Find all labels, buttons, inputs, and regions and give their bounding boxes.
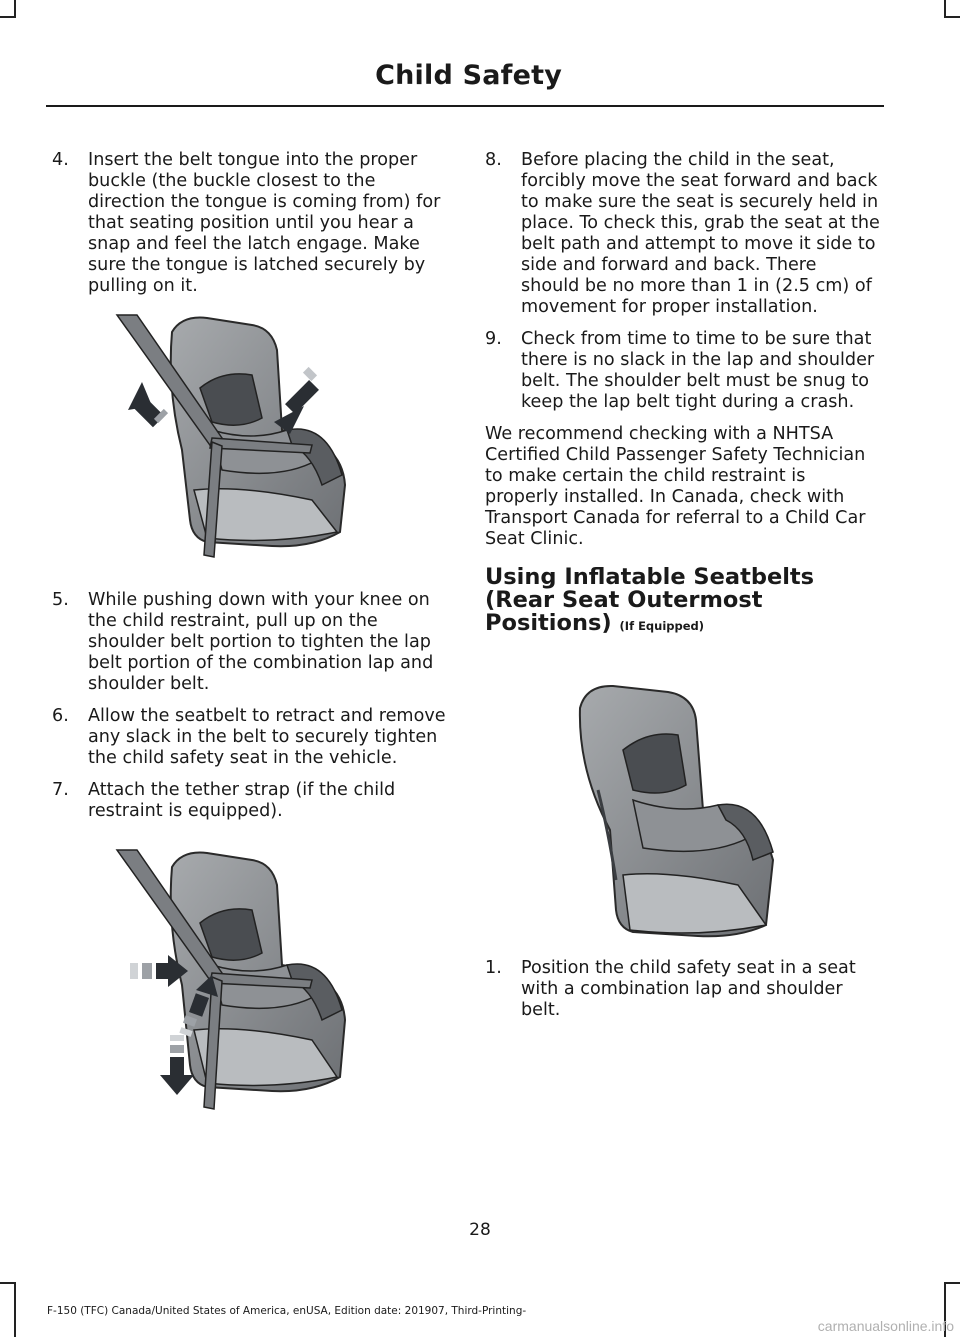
- step-number: 7.: [52, 780, 69, 800]
- step-text: Allow the seatbelt to retract and remove any slack in the belt to securely tighten the child safety seat in the vehicle.: [88, 706, 446, 768]
- page-number: 28: [469, 1220, 491, 1240]
- step-number: 4.: [52, 150, 69, 170]
- edition-footer: F-150 (TFC) Canada/United States of America, enUSA, Edition date: 201907, Third-Printing-: [47, 1305, 527, 1317]
- step-number: 6.: [52, 706, 69, 726]
- if-equipped-note: (If Equipped): [619, 619, 705, 633]
- step-5: [52, 590, 450, 695]
- step-text: Check from time to time to be sure that there is no slack in the lap and shoulder belt. The shoulder belt must be snug to keep the lap belt tight during a crash.: [521, 329, 875, 412]
- step-9: [485, 329, 880, 413]
- left-column: [52, 150, 450, 297]
- arrow-up-left-icon: [128, 382, 168, 427]
- left-column-lower: [52, 590, 450, 822]
- crop-mark-top-right-h: [944, 16, 960, 18]
- right-column: [485, 150, 880, 638]
- child-seat-belt-tongue-illustration: [112, 310, 352, 560]
- step-text: Position the child safety seat in a seat with a combination lap and shoulder belt.: [521, 958, 856, 1020]
- child-seat-position-illustration: [568, 680, 783, 942]
- section-heading-text: Using Inflatable Seatbelts (Rear Seat Outermost Positions): [485, 564, 815, 636]
- step-text: Attach the tether strap (if the child restraint is equipped).: [88, 780, 396, 821]
- step-text: While pushing down with your knee on the child restraint, pull up on the shoulder belt portion to tighten the lap belt portion of the combination lap and shoulder belt.: [88, 590, 434, 694]
- step-number: 1.: [485, 958, 502, 978]
- step-number: 9.: [485, 329, 502, 349]
- crop-mark-bottom-left-v: [14, 1282, 16, 1337]
- crop-mark-bottom-right-h: [944, 1282, 960, 1284]
- step-7: [52, 780, 450, 822]
- step-number: 5.: [52, 590, 69, 610]
- right-column-lower: [485, 958, 880, 1021]
- step-1: [485, 958, 880, 1021]
- section-heading: [485, 566, 880, 638]
- step-text: Before placing the child in the seat, forcibly move the seat forward and back to make sure the seat is securely held in place. To check this, grab the seat at the belt path and attempt to move it side to side and forward and back. There should be no more than 1 in (2.5 cm) of movement for proper installation.: [521, 150, 880, 317]
- watermark: carmanualsonline.info: [817, 1318, 954, 1334]
- page-title: Child Safety: [375, 60, 562, 91]
- step-6: [52, 706, 450, 769]
- child-seat-tighten-belt-illustration: [112, 845, 352, 1115]
- step-4: [52, 150, 450, 297]
- step-number: 8.: [485, 150, 502, 170]
- crop-mark-bottom-left-h: [0, 1282, 16, 1284]
- step-text: Insert the belt tongue into the proper buckle (the buckle closest to the direction the tongue is coming from) for that seating position until you hear a snap and feel the latch engage. Make sure the tongue is latched securely by pulling on it.: [88, 150, 441, 296]
- crop-mark-top-left-h: [0, 16, 16, 18]
- recommendation-paragraph: We recommend checking with a NHTSA Certified Child Passenger Safety Technician to make certain the child restraint is properly installed. In Canada, check with Transport Canada for referral to a Child Car Seat Clinic.: [485, 424, 866, 549]
- step-8: [485, 150, 880, 318]
- header-divider: [46, 105, 884, 107]
